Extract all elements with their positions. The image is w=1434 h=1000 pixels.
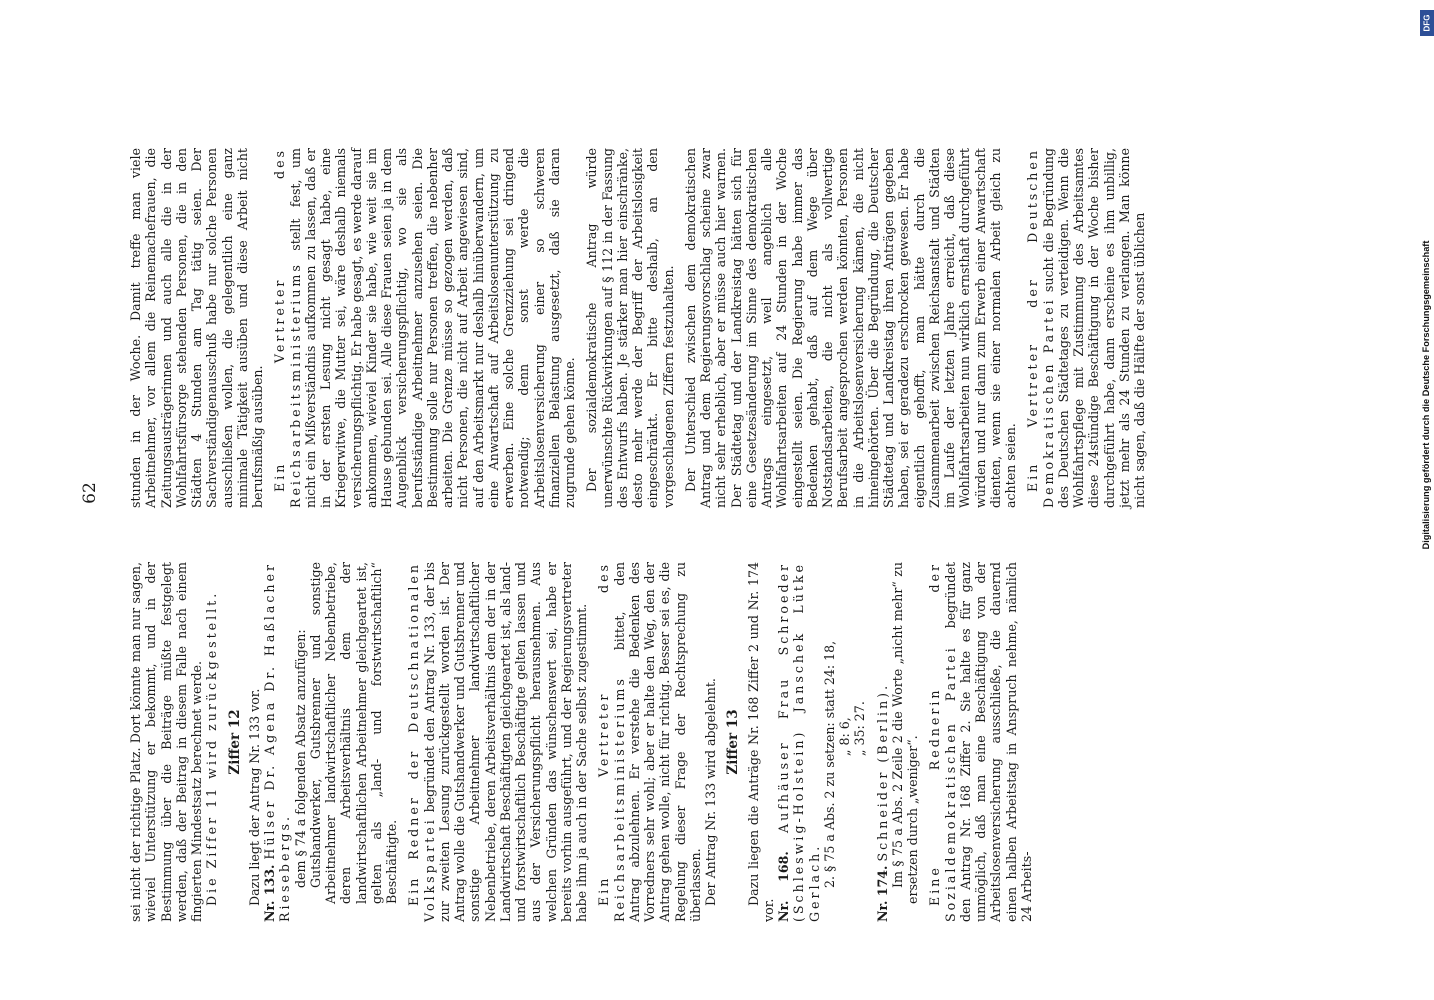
paragraph: Der Antrag Nr. 133 wird abgelehnt.: [703, 678, 718, 906]
speaker: Eine Rednerin der Sozialdemokratischen Partei: [927, 562, 958, 922]
dfg-logo: [1420, 10, 1434, 36]
motion-names: Schneider (Berlin).: [874, 682, 890, 862]
paragraph: stunden in der Woche. Damit treffe man viele Arbeitnehmer, vor allem die Reinemachefrauen, die Zeitungsausträgerinnen und auch alle die in der Wohlfahrtsfürsorge stehenden Personen, die in den Städten 4 Stunden am Tag tätig seien. Der Sachverständigenausschuß habe nur solche Personen ausschließen wollen, die gelegentlich eine ganz minimale Tätigkeit ausüben und diese Arbeit nicht berufsmäßig ausüben.: [128, 148, 265, 508]
dfg-logo-text: DFG: [1422, 14, 1432, 32]
speaker: Ein Redner der Deutschnationalen Volkspartei: [406, 562, 437, 922]
section-heading: Ziffer 13: [725, 709, 742, 775]
digitization-credit: [1417, 0, 1434, 1000]
paragraph: sei nicht der richtige Platz. Dort könnte man nur sagen, wieviel Unterstützung er bekommt, und in der Bestimmung über die Beiträge müßte festgelegt werden, daß der Beitrag in diesem Falle nach einem fingierten Mindestsatz berechnet werde.: [128, 562, 204, 922]
speech-text: stellt fest, um nicht ein Mißverständnis aufkommen zu lassen, daß er in der ersten Lesung nicht gesagt habe, eine Kriegerwitwe, die Mutter sei, wäre deshalb niemals versicherungspflichtig. Er habe gesagt, es werde darauf ankommen, wieviel Kinder sie habe, wie weit sie im Hause gebunden sei. Alle diese Frauen seien ja in dem Augenblick versicherungspflichtig, wo sie als berufsständige Arbeitnehmer anzusehen seien. Die Bestimmung solle nur Personen treffen, die nebenher arbeiten. Die Grenze müsse so gezogen werden, daß nicht Personen, die nicht auf Arbeit angewiesen sind, auf den Arbeitsmarkt nur deshalb hinüberwandern, um eine Anwartschaft auf Arbeitslosenunterstützung zu erwerben. Eine solche Grenzziehung sei dringend notwendig; denn sonst werde die Arbeitslosenversicherung einer so schweren finanziellen Belastung ausgesetzt, daß sie daran zugrunde gehen könne.: [287, 148, 577, 508]
speech-text: begründet den Antrag Nr. 133, der bis zur zweiten Lesung zurückgestellt worden ist. Der Antrag wolle die Gutshandwerker und Gutsbrenner und sonstige Arbeitnehmer landwirtschaftlicher Nebenbetriebe, deren Arbeitsverhältnis dem der in der Landwirtschaft Beschäftigten gleichgeartet ist, als land- und forstwirtschaftlich Beschäftigte gelten lassen und aus der Versicherungspflicht herausnehmen. Aus welchen Gründen das wünschenswert sei, habe er bereits vorhin ausgeführt, und der Regierungsvertreter habe ihm ja auch in der Sache selbst zugestimmt.: [421, 562, 589, 922]
page-number: 62: [80, 482, 100, 504]
paragraph: [204, 562, 219, 922]
right-column: [128, 148, 1147, 508]
paragraph: [927, 562, 1034, 922]
motion-header: [262, 562, 293, 922]
paragraph: [596, 562, 703, 922]
motion-text: „ 35: 27.: [852, 701, 868, 756]
paragraph: Der sozialdemokratische Antrag würde unerwünschte Rückwirkungen auf § 112 in der Fassung des Entwurfs haben. Je stärker man hier einschränke, desto mehr werde der Begriff der Arbeitslosigkeit eingeschränkt. Er bitte deshalb, an den vorgeschlagenen Ziffern festzuhalten.: [584, 148, 676, 508]
motion-number: Nr. 174.: [874, 865, 890, 922]
paragraph: Dazu liegen die Anträge Nr. 168 Ziffer 2 und Nr. 174 vor.: [745, 562, 776, 922]
section-heading: Ziffer 12: [226, 709, 243, 775]
motion-number: Nr. 133.: [262, 864, 277, 922]
paragraph: [1025, 148, 1147, 508]
speaker: Ein Vertreter des Reichsarbeitsministeriums: [272, 148, 303, 508]
motion-text: „ 8: 6,: [837, 717, 852, 756]
paragraph: Der Unterschied zwischen dem demokratischen Antrag und dem Regierungsvorschlag scheine zwar nicht sehr erheblich, aber er müsse auch hier warnen. Der Städtetag und der Landkreistag hätten sich für eine Gesetzesänderung im Sinne des demokratischen Antrags eingesetzt, weil angeblich alle Wohlfahrtsarbeiten auf 24 Stunden in der Woche eingestellt seien. Die Regierung habe immer das Bedenken gehabt, daß auf dem Wege über Notstandsarbeiten, die nicht als vollwertige Berufsarbeit angesprochen werden könnten, Personen in die Arbeitslosenversicherung kämen, die nicht hineingehörten. Über die Begründung, die Deutscher Städtetag und Landkreistag ihren Anträgen gegeben haben, sei er geradezu erschrocken gewesen. Er habe eigentlich gehofft, man hätte durch die Zusammenarbeit zwischen Reichsanstalt und Städten im Laufe der letzten Jahre erreicht, daß diese Wohlfahrtsarbeiten nun wirklich ernsthaft durchgeführt würden und nur dann zum Erwerb einer Anwartschaft dienten, wenn sie einer normalen Arbeit gleich zu achten seien.: [682, 148, 1018, 508]
motion-header: [875, 562, 890, 922]
speaker: Ein Vertreter der Deutschen Demokratischen Partei: [1025, 148, 1056, 508]
motion-text: Im § 75 a Abs. 2 Zeile 2 die Worte „nicht mehr“ zu ersetzen durch „weniger“.: [889, 562, 920, 904]
motion-number: Nr. 168.: [776, 851, 791, 922]
motion-text: 2. § 75 a Abs. 2 zu setzen: statt 24: 18,: [821, 640, 837, 888]
decision-text: Die Ziffer 11 wird zurückgestellt.: [204, 590, 220, 906]
speech-text: begründet den Antrag Nr. 168 Ziffer 2. Sie halte es für ganz unmöglich, daß man eine Beschäftigung von der Arbeitslosenversicherung ausschließe, die dauernd einen halben Arbeitstag in Anspruch nehme, nämlich 24 Arbeits-: [942, 562, 1034, 922]
speech-text: bittet, den Antrag abzulehnen. Er verstehe die Bedenken des Vorredners sehr wohl; aber er halte den Weg, den der Antrag gehen wolle, nicht für richtig. Besser sei es, die Regelung dieser Frage der Rechtsprechung zu überlassen.: [611, 562, 703, 922]
paragraph: Dazu liegt der Antrag Nr. 133 vor.: [246, 688, 262, 906]
motion-names: Aufhäuser Frau Schroeder (Schleswig-Holstein) Janschek Lütke Gerlach.: [776, 562, 822, 922]
paragraph: [406, 562, 589, 922]
speaker: Ein Vertreter des Reichsarbeitsministeriums: [596, 562, 627, 922]
motion-text: Gutshandwerker, Gutsbrenner und sonstige Arbeitnehmer landwirtschaftlicher Nebenbetriebe, deren Arbeitsverhältnis dem der landwirtschaftlichen Arbeitnehmer gleichgeartet ist, gelten als „land- und forstwirtschaftlich“ Beschäftigte.: [307, 562, 399, 904]
credit-text: Digitalisierung gefördert durch die Deutsche Forschungsgemeinschaft: [1421, 240, 1431, 550]
paragraph: [272, 148, 577, 508]
motion-text: dem § 74 a folgenden Absatz anzufügen:: [292, 629, 308, 888]
motion-names: Hülser Dr. Agena Dr. Haßlacher Riesebergs.: [262, 562, 293, 922]
speech-text: sucht die Begründung des Deutschen Städtetages zu verteidigen. Wenn die Wohlfahrtspflege mit Zustimmung des Arbeitsamtes diese 24stündige Beschäftigung in der Woche bisher durchgeführt habe, dann erscheine es ihm unbillig, jetzt mehr als 24 Stunden zu verlangen. Man könne nicht sagen, daß die Hälfte der sonst üblichen: [1040, 148, 1147, 508]
motion-header: [776, 562, 822, 922]
left-column: [128, 562, 1034, 922]
